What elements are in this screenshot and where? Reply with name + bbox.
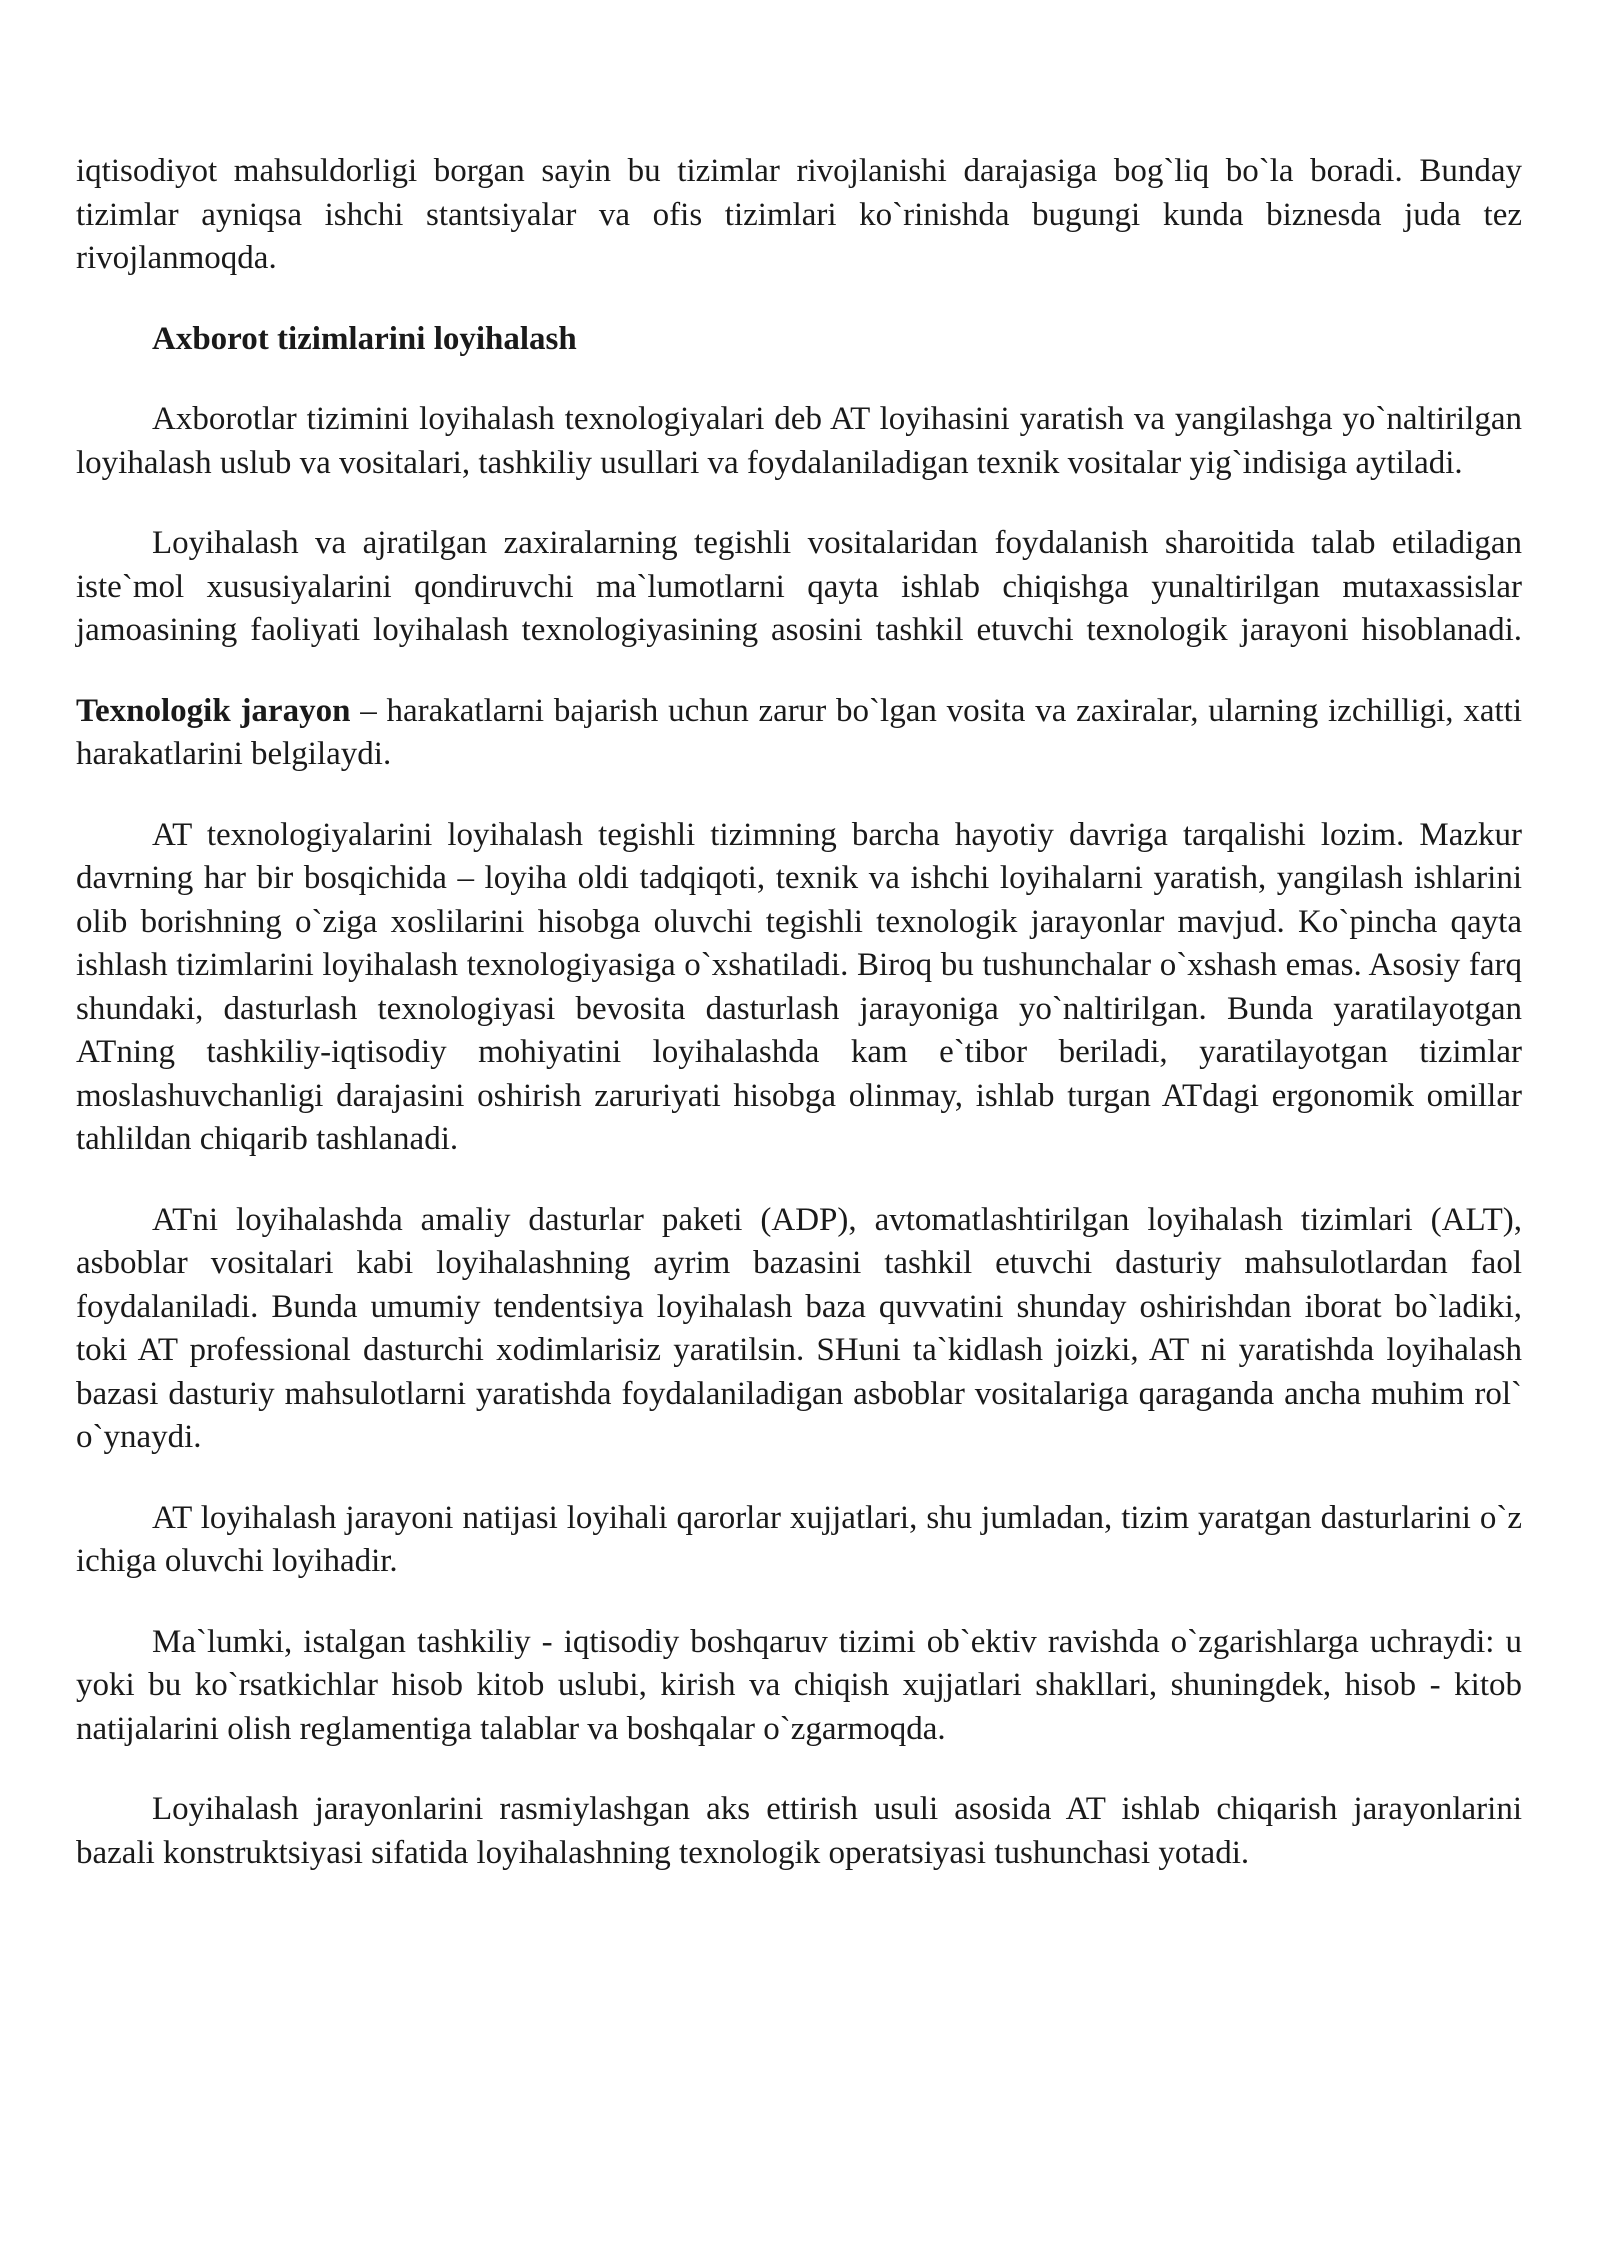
term-technological-process: Texnologik jarayon: [76, 692, 351, 729]
paragraph-software-products: ATni loyihalashda amaliy dasturlar paketi (ADP), avtomatlashtirilgan loyihalash tizimlari (ALT), asboblar vositalari kabi loyihalashning ayrim bazasini tashkil etuvchi dasturiy mahsulotlardan faol foydalaniladi. Bunda umumiy tendentsiya loyihalash baza quvvatini shunday oshirishdan iborat bo`ladiki, toki AT professional dasturchi xodimlarisiz yaratilsin. SHuni ta`kidlash joizki, AT ni yaratishda loyihalash bazasi dasturiy mahsulotlarni yaratishda foydalaniladigan asboblar vositalariga qaraganda ancha muhim rol` o`ynaydi.: [76, 1201, 1522, 1455]
section-heading: Axborot tizimlarini loyihalash: [152, 320, 577, 357]
term-definition-text: – harakatlarni bajarish uchun zarur bo`lgan vosita va zaxiralar, ularning izchilligi, xatti harakatlarini belgilaydi.: [76, 692, 1522, 772]
document-page: [76, 150, 1522, 1912]
paragraph-life-cycle: AT texnologiyalarini loyihalash tegishli tizimning barcha hayotiy davriga tarqalishi lozim. Mazkur davrning har bir bosqichida – loyiha oldi tadqiqoti, texnik va ishchi loyihalarni yaratish, yangilash ishlarini olib borishning o`ziga xoslilarini hisobga oluvchi tegishli texnologik jarayonlar mavjud. Ko`pincha qayta ishlash tizimlarini loyihalash texnologiyasiga o`xshatiladi. Biroq bu tushunchalar o`xshash emas. Asosiy farq shundaki, dasturlash texnologiyasi bevosita dasturlash jarayoniga yo`naltirilgan. Bunda yaratilayotgan ATning tashkiliy-iqtisodiy mohiyatini loyihalashda kam e`tibor beriladi, yaratilayotgan tizimlar moslashuvchanligi darajasini oshirish zaruriyati hisobga olinmay, ishlab turgan ATdagi ergonomik omillar tahlildan chiqarib tashlanadi.: [76, 816, 1522, 1157]
paragraph-system-changes: Ma`lumki, istalgan tashkiliy - iqtisodiy boshqaruv tizimi ob`ektiv ravishda o`zgarishlarga uchraydi: u yoki bu ko`rsatkichlar hisob kitob uslubi, kirish va chiqish xujjatlari shakllari, shuningdek, hisob - kitob natijalarini olish reglamentiga talablar va boshqalar o`zgarmoqda.: [76, 1623, 1522, 1747]
paragraph-technological-process: [76, 690, 1522, 777]
paragraph-definition: Axborotlar tizimini loyihalash texnologiyalari deb AT loyihasini yaratish va yangilashga yo`naltirilgan loyihalash uslub va vositalari, tashkiliy usullari va foydalaniladigan texnik vositalar yig`indisiga aytiladi.: [76, 401, 1522, 481]
paragraph-process: Loyihalash va ajratilgan zaxiralarning tegishli vositalaridan foydalanish sharoitida talab etiladigan iste`mol xususiyalarini qondiruvchi ma`lumotlarni qayta ishlab chiqishga yunaltirilgan mutaxassislar jamoasining faoliyati loyihalash texnologiyasining asosini tashkil etuvchi texnologik jarayoni hisoblanadi.: [76, 525, 1522, 648]
paragraph-intro-continuation: iqtisodiyot mahsuldorligi borgan sayin bu tizimlar rivojlanishi darajasiga bog`liq bo`la boradi. Bunday tizimlar ayniqsa ishchi stantsiyalar va ofis tizimlari ko`rinishda bugungi kunda biznesda juda tez rivojlanmoqda.: [76, 153, 1522, 276]
paragraph-operations: Loyihalash jarayonlarini rasmiylashgan aks ettirish usuli asosida AT ishlab chiqarish jarayonlarini bazali konstruktsiyasi sifatida loyihalashning texnologik operatsiyasi tushunchasi yotadi.: [76, 1791, 1522, 1871]
paragraph-design-result: AT loyihalash jarayoni natijasi loyihali qarorlar xujjatlari, shu jumladan, tizim yaratgan dasturlarini o`z ichiga oluvchi loyihadir.: [76, 1499, 1522, 1579]
